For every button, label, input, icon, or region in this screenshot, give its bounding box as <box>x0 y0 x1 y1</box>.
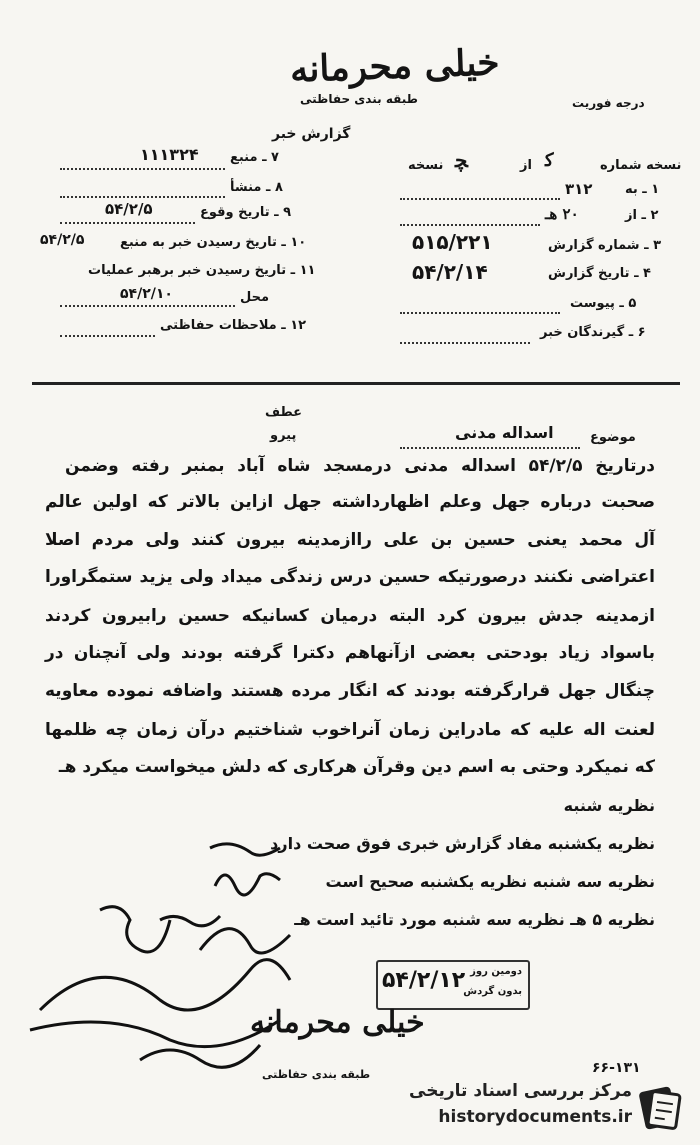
field-report-number-label: ۳ ـ شماره گزارش <box>548 238 662 253</box>
stamp-date: ۵۴/۲/۱۲ <box>382 968 466 993</box>
body-line: اعتراضی نکنند درصورتیکه حسین درس زندگی میداد ولی یزید ستمگراورا <box>45 567 655 587</box>
classification-label-bottom: طبقه بندی حفاظتی <box>262 1068 371 1081</box>
classification-handwritten-bottom: خیلی محرمانه <box>250 1005 425 1040</box>
field-source-received-label: ۱۰ ـ تاریخ رسیدن خبر به منبع <box>120 235 307 250</box>
body-line: صحبت درباره جهل وعلم اظهارداشته جهل ازاین بالاتر که اولین عالم <box>45 492 655 512</box>
archive-logo-icon <box>636 1081 686 1133</box>
field-copy-number-label: نسخه شماره <box>600 158 682 173</box>
signature-scribble <box>20 890 380 1090</box>
field-copy-suffix-label: نسخه <box>408 158 444 173</box>
stamp-line-2: بدون گردش <box>463 986 522 997</box>
note-line: نظریه شنبه <box>563 796 655 815</box>
form-title: گزارش خبر <box>272 126 351 142</box>
field-operation-received-label: ۱۱ ـ تاریخ رسیدن خبر برهبر عملیات <box>88 263 316 278</box>
body-line: چنگال جهل قرارگرفته بودند که انگار مرده هستند واضافه نموده معاویه <box>45 681 655 701</box>
body-line: درتاریخ ۵۴/۲/۵ اسداله مدنی درمسجد شاه آباد بمنبر رفته وضمن <box>65 456 655 476</box>
watermark-org-name: مرکز بررسی اسناد تاریخی <box>409 1081 632 1101</box>
field-place-value: ۵۴/۲/۱۰ <box>120 286 173 302</box>
field-origin-label: ۸ ـ منشأ <box>230 180 283 195</box>
field-recipients-label: ۶ ـ گیرندگان خبر <box>540 325 646 340</box>
classification-handwritten-top: خیلی محرمانه <box>289 41 501 91</box>
separator-line <box>32 382 680 385</box>
field-source-label: ۷ ـ منبع <box>230 150 279 165</box>
archive-watermark <box>370 1077 690 1139</box>
body-line: که نمیکرد وحتی به اسم دین وقرآن هرکاری که دلش میخواست میکرد هـ <box>58 757 655 777</box>
field-report-number-value: ۵۱۵/۲۲۱ <box>412 230 493 254</box>
note-line: نظریه ۵ هـ نظریه سه شنبه مورد تائید است هـ <box>294 910 655 929</box>
field-attachment-label: ۵ ـ پیوست <box>570 296 637 311</box>
field-security-notes-label: ۱۲ ـ ملاحظات حفاظتی <box>160 318 307 333</box>
body-line: ازمدینه جدش بیرون کرد البته درمیان کسانیکه حسین رابیرون کردند <box>45 606 655 626</box>
field-to-label: ۱ ـ به <box>625 182 660 197</box>
field-source-received-value: ۵۴/۲/۵ <box>40 232 85 248</box>
field-from-label: ۲ ـ از <box>625 208 659 223</box>
watermark-site: historydocuments.ir <box>438 1107 632 1127</box>
body-line: آل محمد یعنی حسین بن علی راازمدینه بیرون کنند ولی مردم اصلا <box>45 530 655 550</box>
urgency-label: درجه فوریت <box>572 96 645 110</box>
field-from-value: ۲۰ هـ <box>545 205 579 223</box>
field-place-label: محل <box>240 290 270 305</box>
field-to-value: ۳۱۲ <box>565 180 593 198</box>
field-event-date-value: ۵۴/۲/۵ <box>105 200 153 218</box>
note-line: نظریه یکشنبه مفاد گزارش خبری فوق صحت دارد <box>270 834 655 853</box>
field-copy-total-mark: ﭽ <box>455 148 468 172</box>
classification-label-top: طبقه بندی حفاظتی <box>300 92 418 106</box>
body-line: باسواد زیاد بودحتی بعضی ازآنهاهم دکترا گرفته بودند ولی آنچنان در <box>45 643 655 663</box>
subject-label: موضوع <box>590 430 636 445</box>
field-report-date-value: ۵۴/۲/۱۴ <box>412 260 488 284</box>
field-report-date-label: ۴ ـ تاریخ گزارش <box>548 266 651 281</box>
document-code: ۶۶-۱۳۱ <box>592 1060 641 1076</box>
field-event-date-label: ۹ ـ تاریخ وقوع <box>200 205 292 220</box>
stamp-line-1: دومین روز <box>470 966 522 977</box>
received-stamp <box>376 960 530 1010</box>
field-copy-of-label: از <box>520 158 532 173</box>
field-copy-number-mark: ﮐ <box>545 150 554 171</box>
subject-value: اسداله مدنی <box>455 423 554 442</box>
body-line: لعنت اله علیه که مادراین زمان آنراخوب شناختیم درآن زمان چه ظلمها <box>45 720 655 740</box>
note-line: نظریه سه شنبه نظریه یکشنبه صحیح است <box>325 872 655 891</box>
ref-a-label: عطف <box>265 405 303 420</box>
field-source-value: ۱۱۱۳۲۴ <box>140 145 199 164</box>
ref-b-label: پیرو <box>270 428 297 443</box>
